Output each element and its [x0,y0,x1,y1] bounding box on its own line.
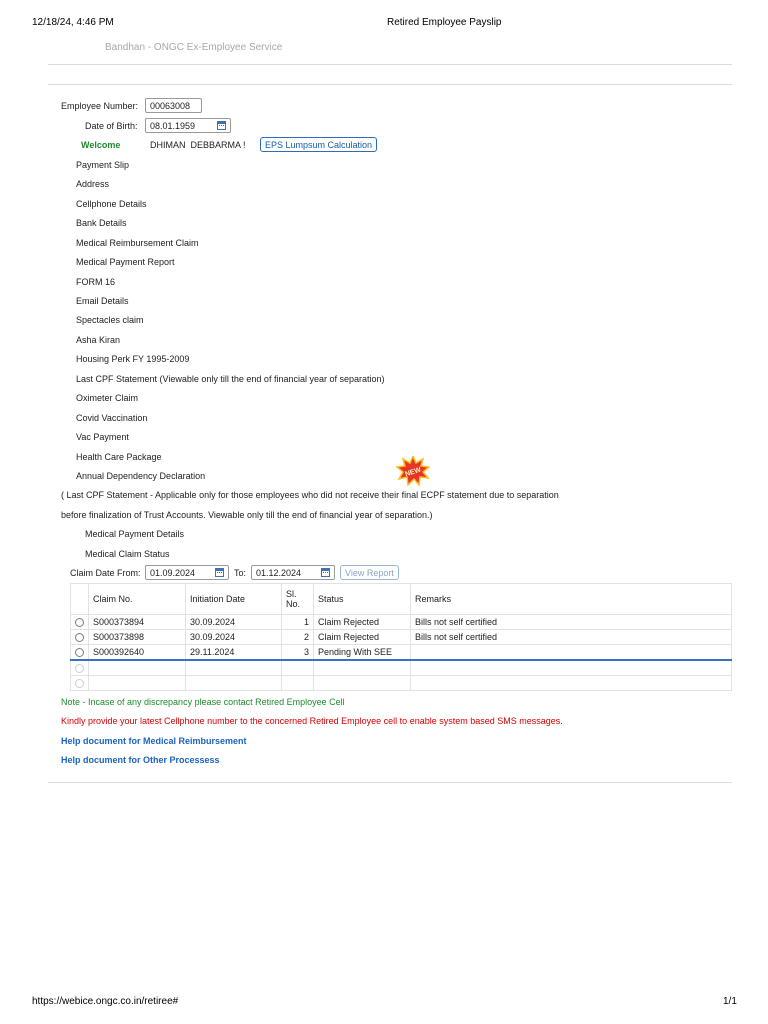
row-select-radio[interactable] [75,648,84,657]
calendar-icon[interactable] [217,121,226,130]
menu-item-address[interactable]: Address [76,179,110,189]
sl-no-cell: 1 [282,615,314,630]
calendar-icon[interactable] [215,568,224,577]
claim-date-from-value: 01.09.2024 [150,568,196,578]
menu-item-cellphone-details[interactable]: Cellphone Details [76,199,147,209]
table-row[interactable] [71,615,732,630]
menu-item-email-details[interactable]: Email Details [76,296,129,306]
print-title: Retired Employee Payslip [387,17,502,28]
employee-number-label: Employee Number: [61,101,139,111]
help-other-processes-link[interactable]: Help document for Other Processess [61,755,220,765]
row-select-radio [75,664,84,673]
claim-no-cell: S000373894 [89,615,186,630]
menu-item-housing-perk[interactable]: Housing Perk FY 1995-2009 [76,354,190,364]
print-url: https://webice.ongc.co.in/retiree# [32,996,179,1007]
claim-date-to-label: To: [234,568,247,578]
empty-table-row [71,676,732,691]
eps-lumpsum-button[interactable]: EPS Lumpsum Calculation [260,137,377,152]
initiation-date-cell: 29.11.2024 [186,645,282,661]
menu-item-medical-reimbursement-claim[interactable]: Medical Reimbursement Claim [76,238,199,248]
sl-no-cell: 2 [282,630,314,645]
dob-value: 08.01.1959 [150,121,196,131]
view-report-button[interactable]: View Report [340,565,399,580]
menu-item-vac-payment[interactable]: Vac Payment [76,432,129,442]
remarks-cell [411,645,732,661]
empty-table-row [71,660,732,676]
calendar-icon[interactable] [321,568,330,577]
column-header-sl-no[interactable]: Sl. No. [282,584,314,615]
row-select-radio [75,679,84,688]
menu-item-spectacles-claim[interactable]: Spectacles claim [76,315,144,325]
cpf-note-line1: ( Last CPF Statement - Applicable only for those employees who did not receive their final ECPF statement due to separation [61,490,559,500]
medical-payment-details-link[interactable]: Medical Payment Details [85,529,185,539]
remarks-cell: Bills not self certified [411,615,732,630]
status-cell: Claim Rejected [314,615,411,630]
employee-number-field[interactable] [145,98,202,113]
help-medical-reimbursement-link[interactable]: Help document for Medical Reimbursement [61,736,247,746]
menu-item-annual-dependency-declaration[interactable]: Annual Dependency Declaration [76,471,206,481]
toolbar-divider [48,84,732,85]
menu-item-last-cpf-statement[interactable]: Last CPF Statement (Viewable only till the end of financial year of separation) [76,374,385,384]
dob-label: Date of Birth: [85,121,138,131]
initiation-date-cell: 30.09.2024 [186,630,282,645]
employee-name: DHIMAN DEBBARMA ! [150,140,246,150]
employee-number-value: 00063008 [150,101,191,111]
column-header-claim-no[interactable]: Claim No. [89,584,186,615]
medical-claim-status-link[interactable]: Medical Claim Status [85,549,170,559]
claim-no-cell: S000392640 [89,645,186,661]
welcome-label: Welcome [81,140,121,150]
status-cell: Pending With SEE [314,645,411,661]
column-header-status[interactable]: Status [314,584,411,615]
column-header-remarks[interactable]: Remarks [411,584,732,615]
new-starburst-icon [396,456,430,486]
menu-item-oximeter-claim[interactable]: Oximeter Claim [76,393,139,403]
print-datetime: 12/18/24, 4:46 PM [32,17,114,28]
cpf-note-line2: before finalization of Trust Accounts. Viewable only till the end of financial year of separation.) [61,510,433,520]
cellphone-note: Kindly provide your latest Cellphone number to the concerned Retired Employee cell to enable system based SMS messages. [61,716,563,726]
row-select-radio[interactable] [75,633,84,642]
footer-divider [48,782,732,783]
menu-item-bank-details[interactable]: Bank Details [76,218,127,228]
menu-item-asha-kiran[interactable]: Asha Kiran [76,335,121,345]
status-cell: Claim Rejected [314,630,411,645]
new-badge-text: NEW [404,466,423,479]
select-column-header [71,584,89,615]
new-badge [396,456,430,486]
column-header-initiation-date[interactable]: Initiation Date [186,584,282,615]
header-divider [48,64,732,65]
menu-item-covid-vaccination[interactable]: Covid Vaccination [76,413,148,423]
claim-no-cell: S000373898 [89,630,186,645]
claim-date-from-field[interactable] [145,565,229,580]
print-page-number: 1/1 [723,996,737,1007]
claim-date-from-label: Claim Date From: [70,568,141,578]
claims-table [70,583,732,691]
table-row[interactable] [71,630,732,645]
sl-no-cell: 3 [282,645,314,661]
menu-item-medical-payment-report[interactable]: Medical Payment Report [76,257,175,267]
remarks-cell: Bills not self certified [411,630,732,645]
table-header-row [71,584,732,615]
row-select-radio[interactable] [75,618,84,627]
menu-item-health-care-package[interactable]: Health Care Package [76,452,162,462]
menu-item-payment-slip[interactable]: Payment Slip [76,160,130,170]
claim-date-to-field[interactable] [251,565,335,580]
claim-date-to-value: 01.12.2024 [256,568,302,578]
initiation-date-cell: 30.09.2024 [186,615,282,630]
app-title: Bandhan - ONGC Ex-Employee Service [105,42,283,53]
table-row[interactable] [71,645,732,661]
dob-field[interactable] [145,118,231,133]
menu-item-form-16[interactable]: FORM 16 [76,277,116,287]
discrepancy-note: Note - Incase of any discrepancy please contact Retired Employee Cell [61,697,345,707]
